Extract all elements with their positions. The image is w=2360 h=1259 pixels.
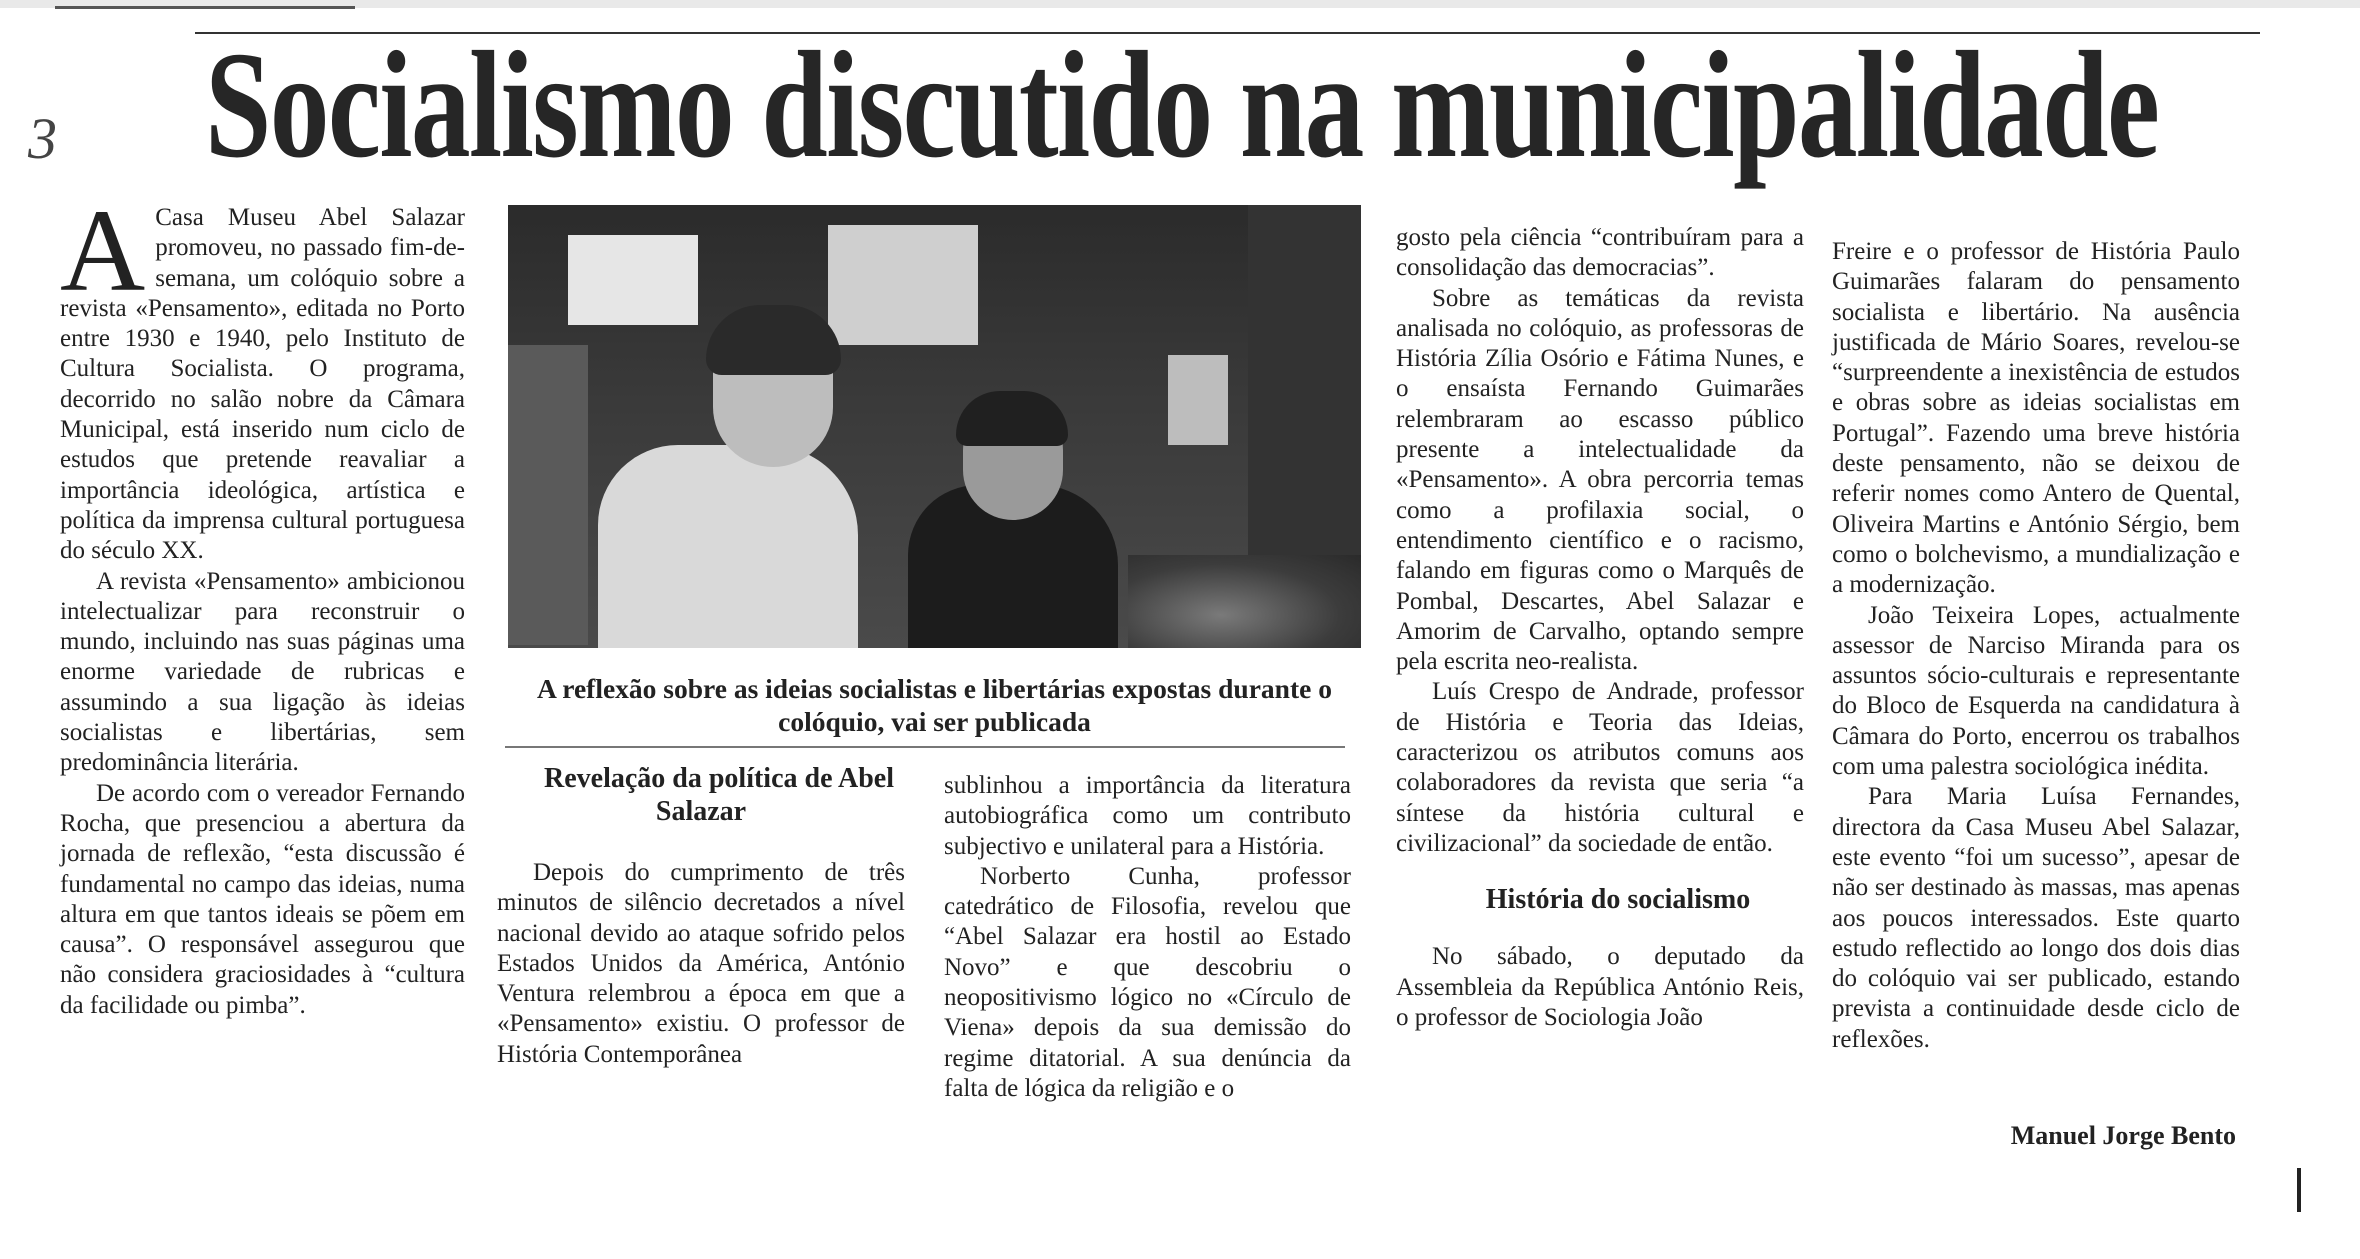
paragraph: Para Maria Luísa Fernandes, directora da Casa Museu Abel Salazar, este evento “foi um sucesso”, apesar de não ser destinado às massas, mas apenas aos poucos interessados. Este quarto estudo reflectido ao longo dos dois dias do colóquio vai ser publicado, estando prevista a continuidade desde ciclo de reflexões. — [1832, 783, 2240, 1053]
plant-foliage — [1128, 555, 1361, 648]
paragraph: Sobre as temáticas da revista analisada no colóquio, as professoras de História Zília Osório e Fátima Nunes, e o ensaísta Fernando Guimarães relembraram ao escasso público presente a intelectualidade da «Pensamento». A obra percorria temas como a profilaxia social, o entendimento científico e o racismo, falando em figuras como o Marquês de Pombal, Descartes, Abel Salazar e Amorim de Carvalho, optando sempre pela escrita neo-realista. — [1396, 284, 1804, 676]
photo-window — [828, 225, 978, 345]
article-column-4 — [1396, 223, 1804, 1033]
paragraph: No sábado, o deputado da Assembleia da República António Reis, o professor de Sociologia João — [1396, 943, 1804, 1031]
top-rule-mark — [55, 6, 355, 9]
article-column-1 — [60, 185, 465, 1021]
paragraph: João Teixeira Lopes, actualmente assessor de Narciso Miranda para os assuntos sócio-culturais e representante do Bloco de Esquerda na candidatura à Câmara do Porto, encerrou os trabalhos com uma palestra sociológica inédita. — [1832, 601, 2240, 781]
author-byline: Manuel Jorge Bento — [2010, 1121, 2236, 1150]
article-column-3 — [944, 771, 1351, 1104]
speaker-hair — [706, 305, 841, 375]
handwritten-page-number: 3 — [28, 106, 57, 171]
subheading: História do socialismo — [1485, 884, 1751, 916]
paragraph: sublinhou a importância da literatura autobiográfica como um contributo subjectivo e unilateral para a História. — [944, 772, 1351, 860]
drop-cap: A — [60, 185, 146, 316]
photo-window — [568, 235, 698, 325]
scan-edge-mark — [2297, 1168, 2301, 1212]
attendee-hair — [956, 391, 1068, 446]
photo-wall — [508, 345, 588, 645]
photo-wall — [1248, 205, 1361, 565]
article-column-5 — [1832, 237, 2240, 1055]
subheading: Revelação da política de Abel Salazar — [544, 763, 894, 827]
paragraph: Freire e o professor de História Paulo Guimarães falaram do pensamento socialista e libertário. Na ausência justificada de Mário Soares, revelou-se “surpreendente a inexistência de estudos e obras sobre as ideias socialistas em Portugal”. Fazendo uma breve história deste pensamento, não se deixou de referir nomes como Antero de Quental, Oliveira Martins e António Sérgio, bem como o bolchevismo, a mundialização e a modernização. — [1832, 238, 2240, 599]
paragraph: Norberto Cunha, professor catedrático de Filosofia, revelou que “Abel Salazar era hostil ao Estado Novo” e que descobriu o neopositivismo lógico no «Círculo de Viena» depois da sua demissão do regime ditatorial. A sua denúncia da falta de lógica da religião e o — [944, 862, 1351, 1102]
paragraph: gosto pela ciência “contribuíram para a consolidação das democracias”. — [1396, 224, 1804, 282]
caption-rule — [505, 746, 1345, 748]
speaker-figure — [598, 445, 858, 648]
paragraph: Depois do cumprimento de três minutos de silêncio decretados a nível nacional devido ao ataque sofrido pelos Estados Unidos da América, António Ventura relembrou a época em que a «Pensamento» existiu. O professor de História Contemporânea — [497, 859, 905, 1068]
article-column-2 — [497, 762, 905, 1070]
event-photo — [508, 205, 1361, 648]
headline: Socialismo discutido na municipalidade — [205, 21, 2159, 190]
paragraph: Casa Museu Abel Salazar promoveu, no passado fim-de-semana, um colóquio sobre a revista «Pensamento», editada no Porto entre 1930 e 1940, pelo Instituto de Cultura Socialista. O programa, decorrido no salão nobre da Câmara Municipal, está inserido num ciclo de estudos que pretende reavaliar a importância ideológica, artística e política da imprensa cultural portuguesa do século XX. — [60, 204, 465, 565]
paragraph: De acordo com o vereador Fernando Rocha, que presenciou a abertura da jornada de reflexão, “esta discussão é fundamental no campo das ideias, numa altura em que tantos ideais se põem em causa”. O responsável assegurou que não considera graciosidades à “cultura da facilidade ou pimba”. — [60, 779, 465, 1019]
photo-caption: A reflexão sobre as ideias socialistas e libertárias expostas durante o colóquio, vai ser publicada — [537, 673, 1332, 737]
photo-window — [1168, 355, 1228, 445]
paragraph: A revista «Pensamento» ambicionou intelectualizar para reconstruir o mundo, incluindo nas suas páginas uma enorme variedade de rubricas e assumindo a sua ligação às ideias socialistas e libertárias, sem predominância literária. — [60, 567, 465, 777]
paragraph: Luís Crespo de Andrade, professor de História e Teoria das Ideias, caracterizou os atributos comuns aos colaboradores da revista que seria “a síntese da história cultural e civilizacional” da sociedade de então. — [1396, 678, 1804, 857]
